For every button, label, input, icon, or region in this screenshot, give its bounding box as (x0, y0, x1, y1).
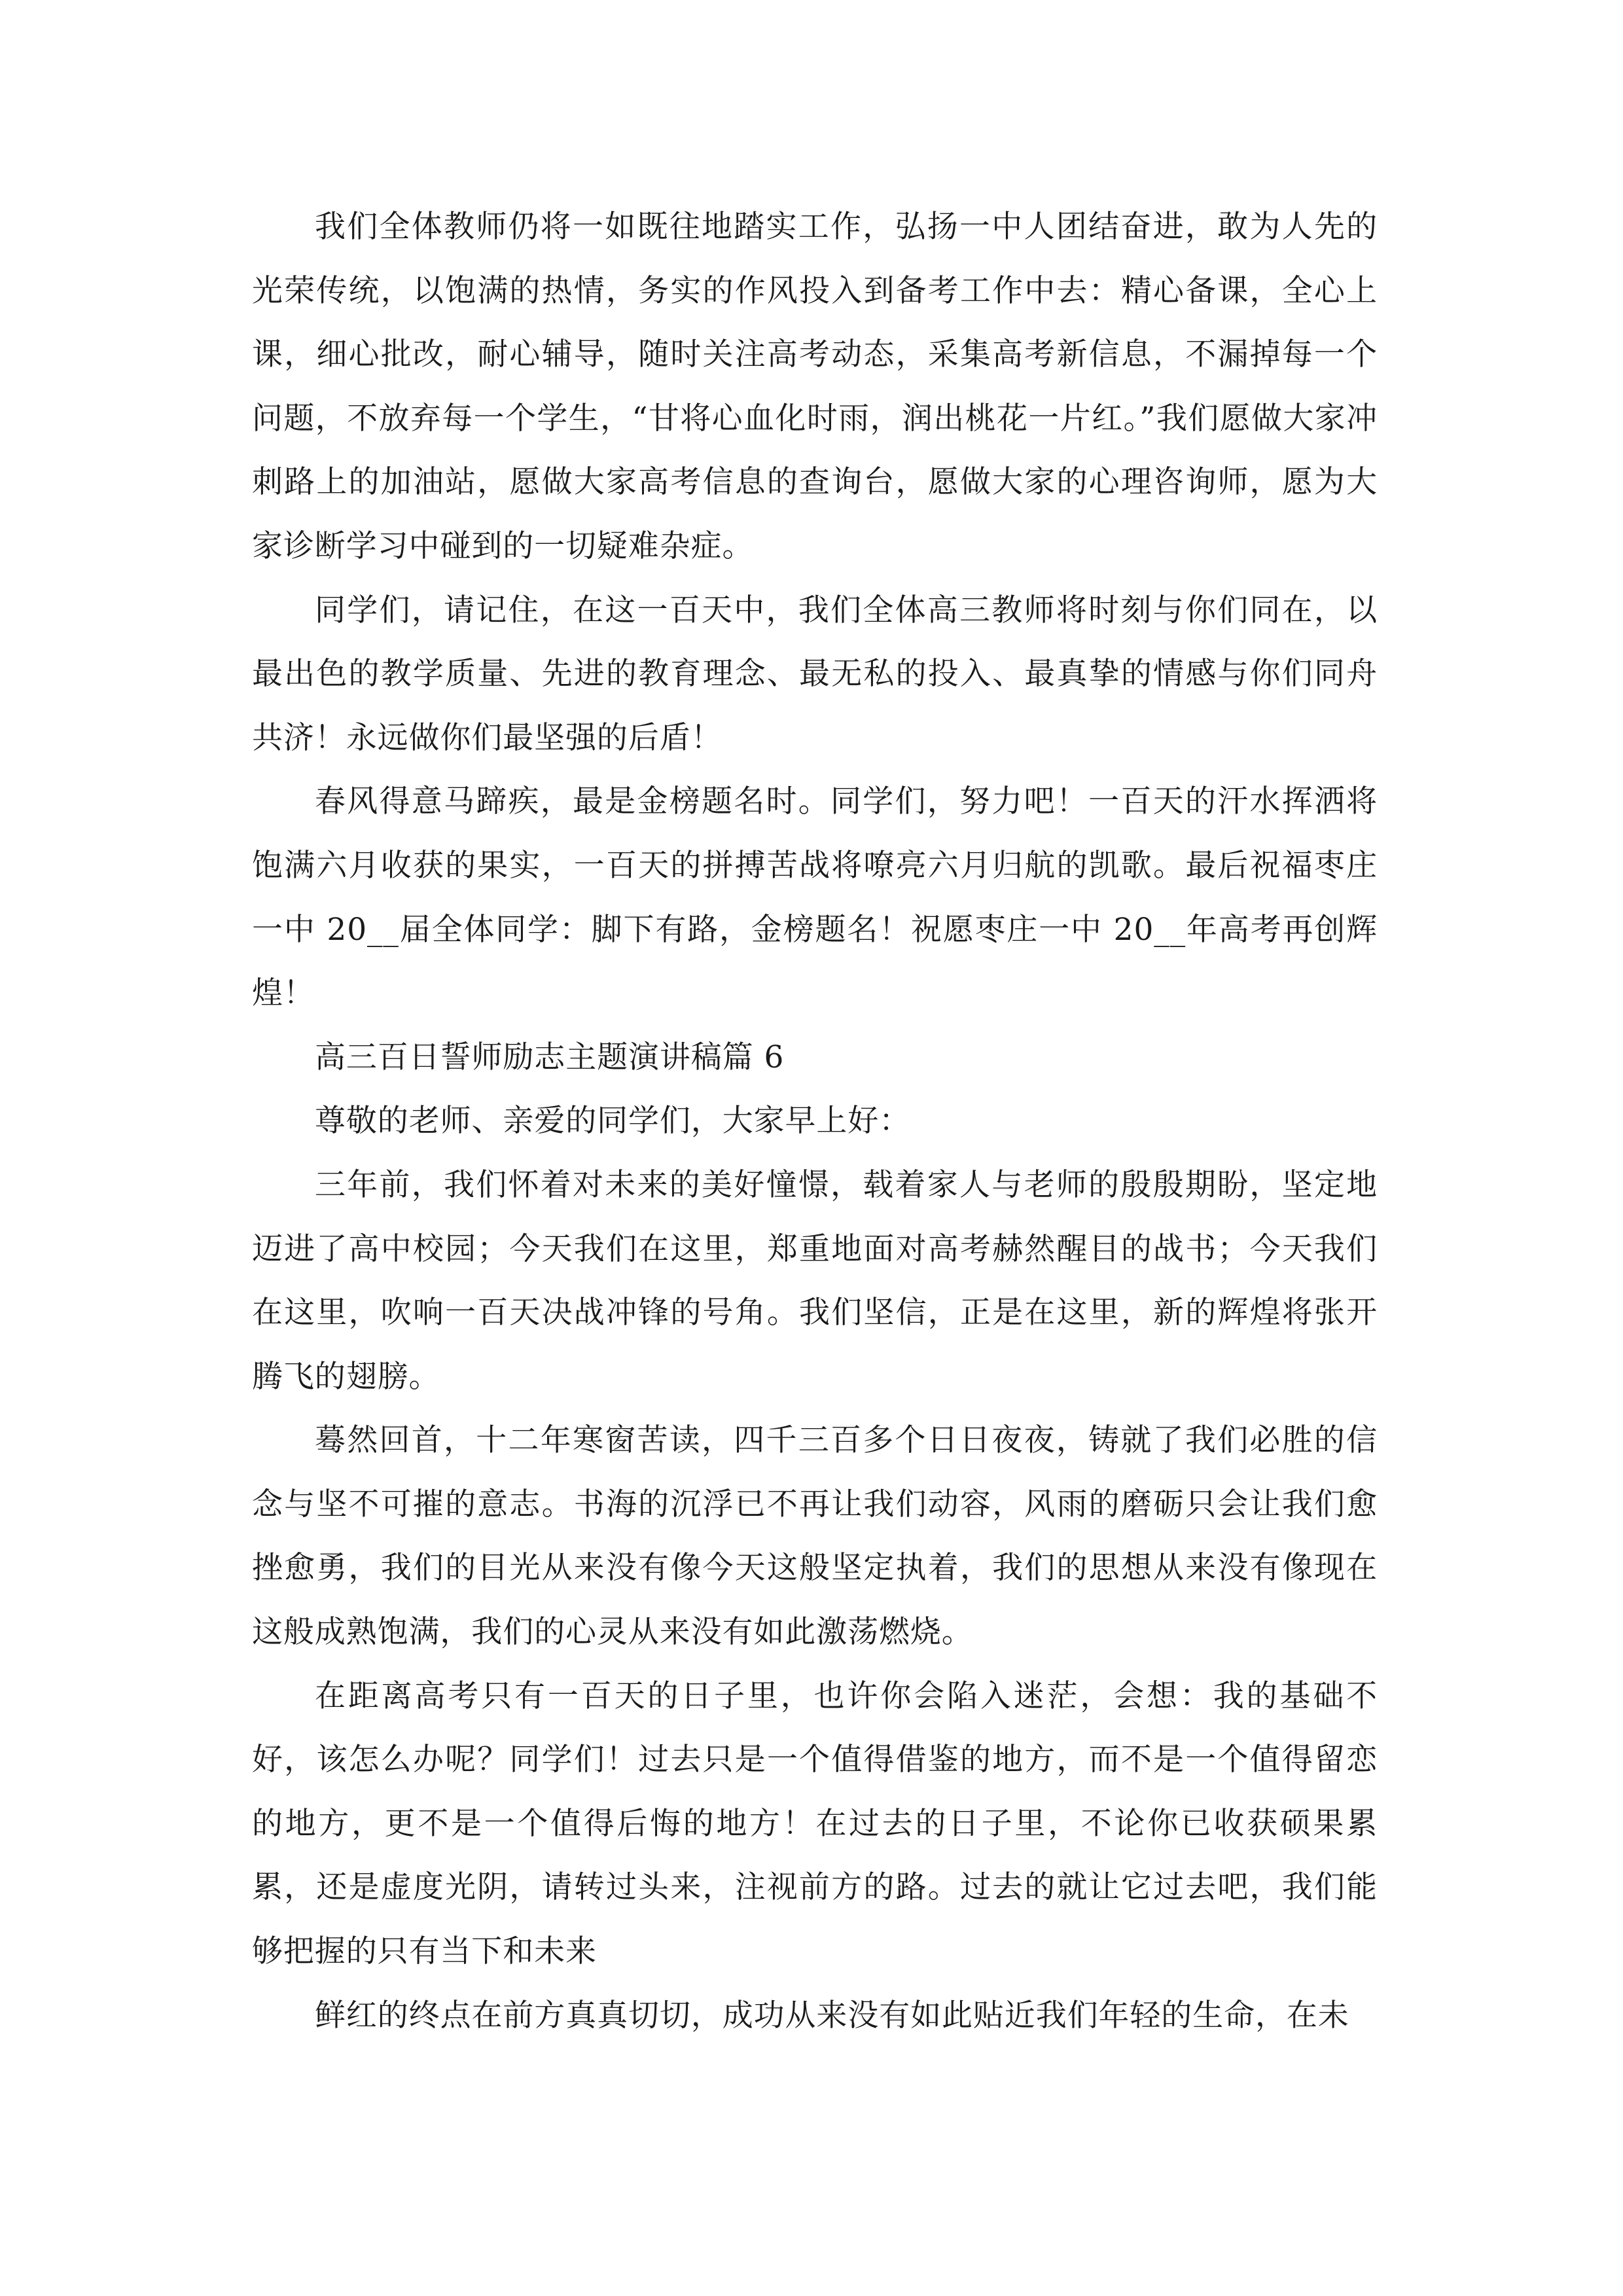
paragraph-teachers-commitment: 我们全体教师仍将一如既往地踏实工作，弘扬一中人团结奋进，敢为人先的光荣传统，以饱满的热情，务实的作风投入到备考工作中去：精心备课，全心上课，细心批改，耐心辅导，随时关注高考动态，采集高考新信息，不漏掉每一个问题，不放弃每一个学生，“甘将心血化时雨，润出桃花一片红。”我们愿做大家冲刺路上的加油站，愿做大家高考信息的查询台，愿做大家的心理咨询师，愿为大家诊断学习中碰到的一切疑难杂症。 (252, 209, 1378, 564)
section-title: 高三百日誓师励志主题演讲稿篇 6 (315, 1039, 785, 1075)
paragraph-spring-wind: 春风得意马蹄疾，最是金榜题名时。同学们，努力吧！一百天的汗水挥洒将饱满六月收获的果实，一百天的拼搏苦战将嘹亮六月归航的凯歌。最后祝福枣庄一中 20__届全体同学：脚下有路，金榜题名！祝愿枣庄一中 20__年高考再创辉煌！ (252, 783, 1378, 1012)
paragraph-students-remember: 同学们，请记住，在这一百天中，我们全体高三教师将时刻与你们同在，以最出色的教学质量、先进的教育理念、最无私的投入、最真挚的情感与你们同舟共济！永远做你们最坚强的后盾！ (252, 592, 1378, 756)
body-text (252, 195, 1378, 2047)
paragraph-looking-back: 蓦然回首，十二年寒窗苦读，四千三百多个日日夜夜，铸就了我们必胜的信念与坚不可摧的意志。书海的沉浮已不再让我们动容，风雨的磨砺只会让我们愈挫愈勇，我们的目光从来没有像今天这般坚定执着，我们的思想从来没有像现在这般成熟饱满，我们的心灵从来没有如此激荡燃烧。 (252, 1422, 1378, 1651)
paragraph-finish-line: 鲜红的终点在前方真真切切，成功从来没有如此贴近我们年轻的生命，在未 (315, 1997, 1349, 2034)
paragraph-greeting: 尊敬的老师、亲爱的同学们，大家早上好： (315, 1103, 911, 1139)
paragraph-three-years-ago: 三年前，我们怀着对未来的美好憧憬，载着家人与老师的殷殷期盼，坚定地迈进了高中校园；今天我们在这里，郑重地面对高考赫然醒目的战书；今天我们在这里，吹响一百天决战冲锋的号角。我们坚信，正是在这里，新的辉煌将张开腾飞的翅膀。 (252, 1166, 1378, 1395)
paragraph-hundred-days: 在距离高考只有一百天的日子里，也许你会陷入迷茫，会想：我的基础不好，该怎么办呢？同学们！过去只是一个值得借鉴的地方，而不是一个值得留恋的地方，更不是一个值得后悔的地方！在过去的日子里，不论你已收获硕果累累，还是虚度光阴，请转过头来，注视前方的路。过去的就让它过去吧，我们能够把握的只有当下和未来 (252, 1677, 1378, 1970)
